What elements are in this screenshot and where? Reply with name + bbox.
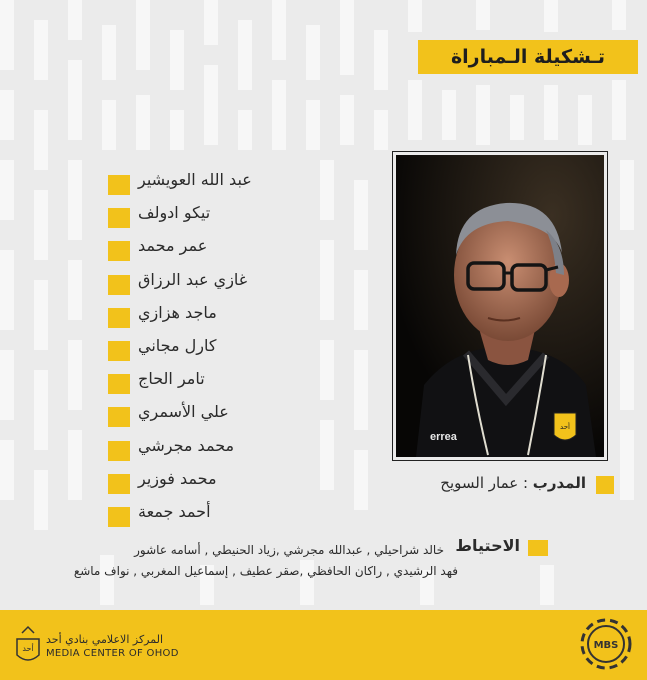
- list-item: [106, 467, 306, 500]
- player-name: عمر محمد: [138, 236, 208, 256]
- coach-photo: [396, 155, 604, 457]
- jacket-brand-text: errea: [430, 431, 457, 443]
- bullet-square: [108, 308, 130, 328]
- bullet-square: [108, 374, 130, 394]
- bullet-square: [108, 341, 130, 361]
- mbs-text: MBS: [593, 640, 619, 651]
- bullet-square: [108, 175, 130, 195]
- lineup-list: [106, 168, 306, 533]
- list-item: [106, 234, 306, 267]
- subs-bullet-square: [528, 540, 548, 556]
- bullet-square: [108, 507, 130, 527]
- subs-label: الاحتياط: [455, 536, 520, 555]
- player-name: محمد مجرشي: [138, 435, 235, 455]
- page-title: تـشكيلة الـمباراة: [418, 40, 638, 74]
- subs-line-2: فهد الرشيدي , راكان الحافظي ,صقر عطيف , إسماعيل المغربي , نواف ماشع: [73, 564, 458, 578]
- bullet-square: [108, 407, 130, 427]
- bullet-square: [108, 241, 130, 261]
- jacket-crest-text: أحد: [560, 423, 570, 431]
- media-center-english: MEDIA CENTER OF OHOD: [46, 648, 179, 659]
- coach-bullet-square: [596, 476, 614, 494]
- coach-line: [436, 474, 586, 492]
- bullet-square: [108, 275, 130, 295]
- player-name: تامر الحاج: [138, 369, 205, 389]
- player-name: علي الأسمري: [138, 402, 229, 422]
- player-name: أحمد جمعة: [138, 501, 211, 521]
- player-name: غازي عبد الرزاق: [138, 269, 248, 289]
- media-center-arabic: المركز الاعلامي بنادي أحد: [46, 633, 164, 646]
- crest-text: أحد: [22, 644, 34, 653]
- player-name: محمد فوزير: [138, 468, 217, 488]
- list-item: [106, 301, 306, 334]
- list-item: [106, 168, 306, 201]
- bullet-square: [108, 474, 130, 494]
- list-item: [106, 400, 306, 433]
- player-name: ماجد هزازي: [138, 302, 217, 322]
- list-item: [106, 334, 306, 367]
- subs-line-1: خالد شراحيلي , عبدالله مجرشي ,زياد الحنيطي , أسامه عاشور: [134, 543, 444, 557]
- list-item: [106, 500, 306, 533]
- coach-label: المدرب: [532, 474, 586, 492]
- coach-name: : عمار السويح: [440, 474, 533, 492]
- mbs-logo-icon: [580, 618, 632, 670]
- player-name: كارل مجاني: [138, 335, 217, 355]
- player-name: عبد الله العويشير: [138, 170, 252, 189]
- list-item: [106, 434, 306, 467]
- list-item: [106, 268, 306, 301]
- bullet-square: [108, 441, 130, 461]
- list-item: [106, 201, 306, 234]
- ohod-crest-icon: [14, 625, 42, 665]
- player-name: تيكو ادولف: [138, 203, 211, 223]
- bullet-square: [108, 208, 130, 228]
- list-item: [106, 367, 306, 400]
